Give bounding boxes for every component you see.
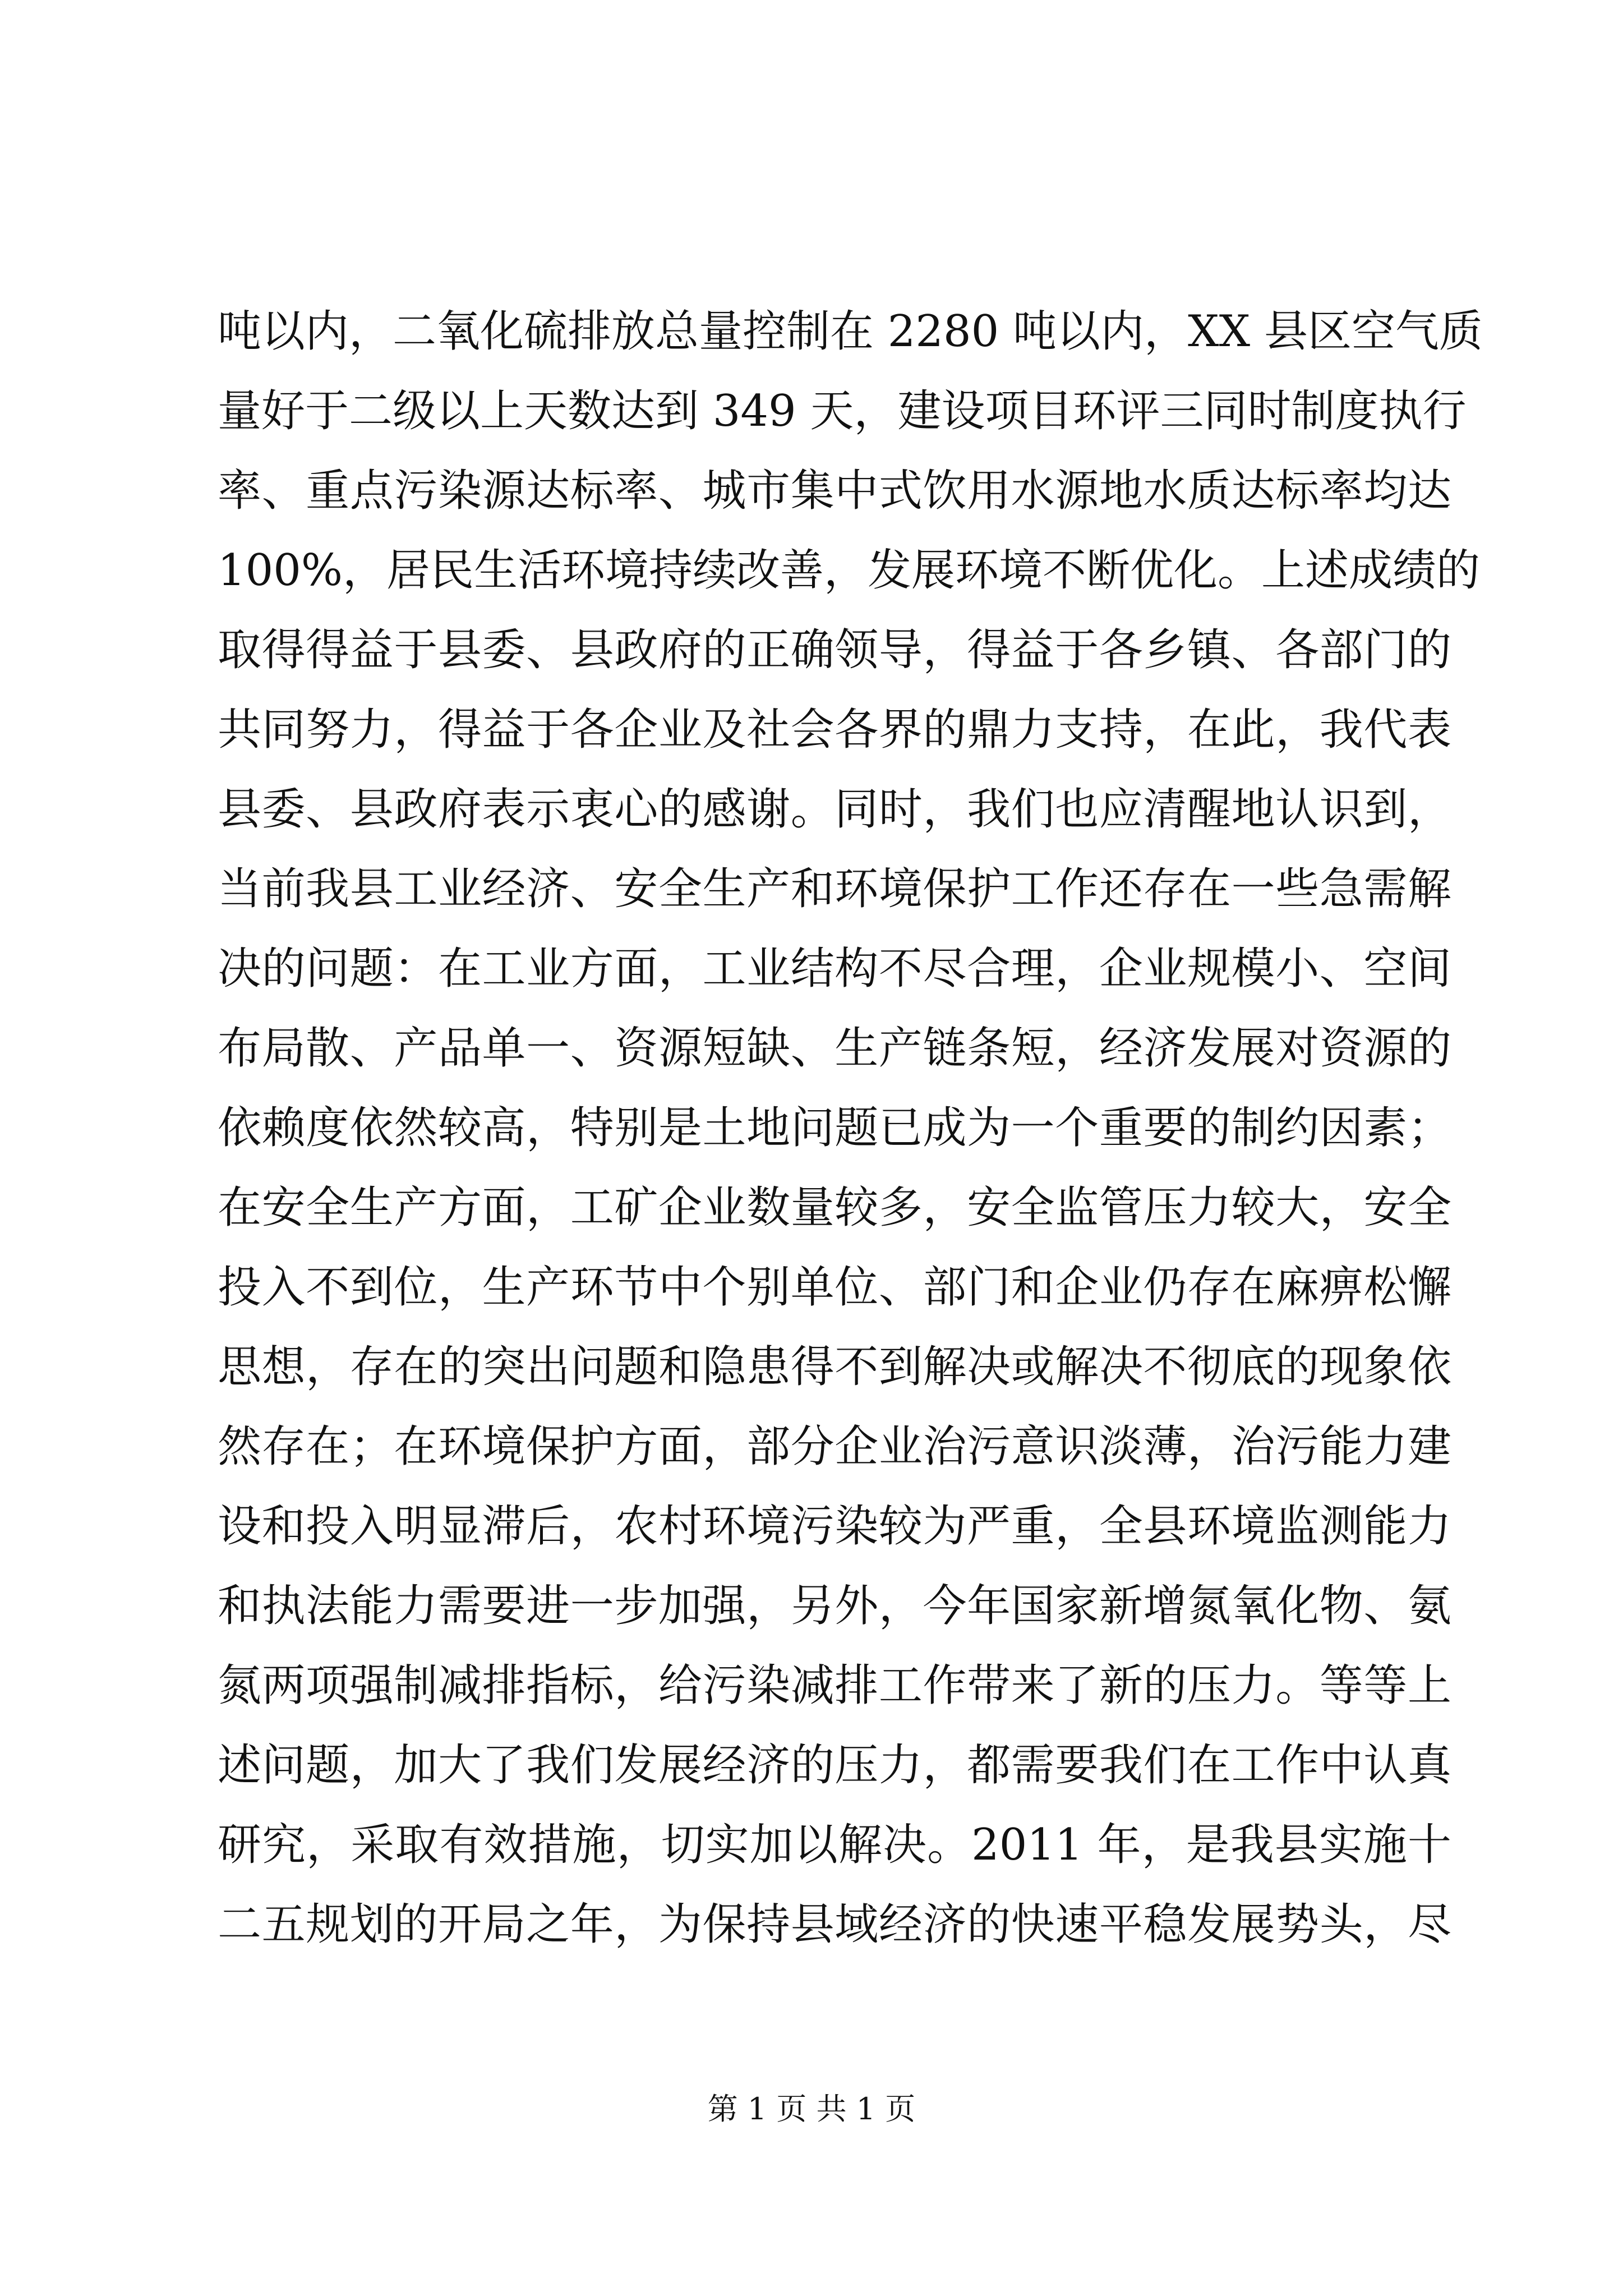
- body-text: [218, 292, 1483, 1964]
- text-line: 思想，存在的突出问题和隐患得不到解决或解决不彻底的现象依: [218, 1342, 1451, 1392]
- text-line: 和执法能力需要进一步加强，另外，今年国家新增氮氧化物、氨: [218, 1581, 1451, 1631]
- text-line: 依赖度依然较高，特别是土地问题已成为一个重要的制约因素；: [218, 1103, 1451, 1153]
- text-line: 吨以内，二氧化硫排放总量控制在 2280 吨以内，XX 县区空气质: [218, 306, 1483, 357]
- text-line: 100%，居民生活环境持续改善，发展环境不断优化。上述成绩的: [218, 545, 1480, 596]
- text-line: 投入不到位，生产环节中个别单位、部门和企业仍存在麻痹松懈: [218, 1262, 1451, 1313]
- page-footer: 第 1 页 共 1 页: [707, 2091, 916, 2127]
- text-line: 决的问题：在工业方面，工业结构不尽合理，企业规模小、空间: [218, 944, 1451, 994]
- text-line: 然存在；在环境保护方面，部分企业治污意识淡薄，治污能力建: [218, 1421, 1451, 1472]
- text-line: 氮两项强制减排指标，给污染减排工作带来了新的压力。等等上: [218, 1660, 1451, 1711]
- text-line: 研究，采取有效措施，切实加以解决。2011 年，是我县实施十: [218, 1820, 1451, 1870]
- text-line: 设和投入明显滞后，农村环境污染较为严重，全县环境监测能力: [218, 1501, 1451, 1552]
- text-line: 布局散、产品单一、资源短缺、生产链条短，经济发展对资源的: [218, 1023, 1451, 1074]
- text-line: 二五规划的开局之年，为保持县域经济的快速平稳发展势头，尽: [218, 1899, 1451, 1950]
- text-line: 当前我县工业经济、安全生产和环境保护工作还存在一些急需解: [218, 864, 1451, 914]
- text-line: 共同努力，得益于各企业及社会各界的鼎力支持，在此，我代表: [218, 705, 1451, 755]
- text-line: 取得得益于县委、县政府的正确领导，得益于各乡镇、各部门的: [218, 625, 1451, 675]
- text-line: 量好于二级以上天数达到 349 天，建设项目环评三同时制度执行: [218, 386, 1467, 436]
- text-line: 述问题，加大了我们发展经济的压力，都需要我们在工作中认真: [218, 1740, 1451, 1791]
- text-line: 县委、县政府表示衷心的感谢。同时，我们也应清醒地认识到，: [218, 784, 1451, 835]
- text-line: 在安全生产方面，工矿企业数量较多，安全监管压力较大，安全: [218, 1182, 1451, 1233]
- text-line: 率、重点污染源达标率、城市集中式饮用水源地水质达标率均达: [218, 466, 1451, 516]
